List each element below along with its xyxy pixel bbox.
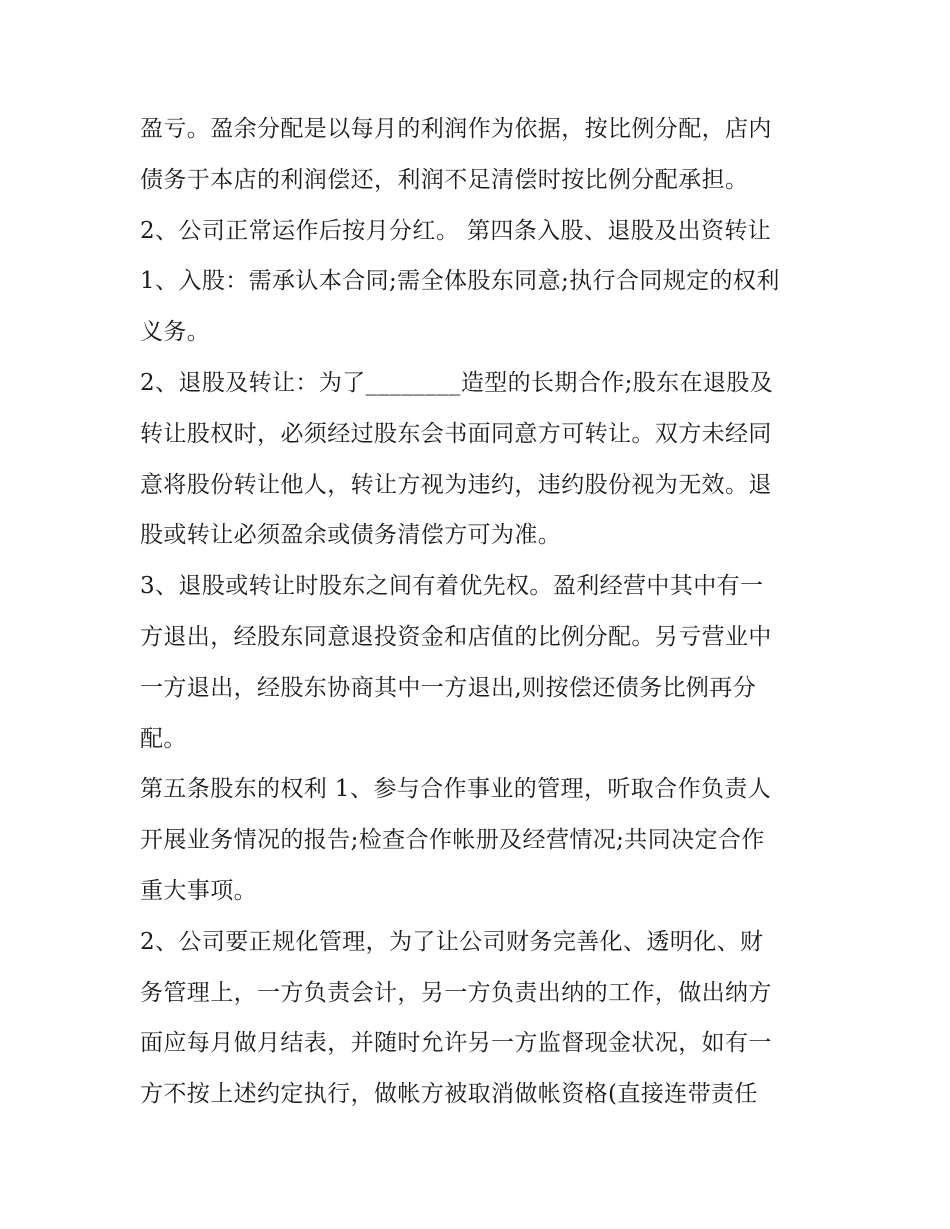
text-line-8: 意将股份转让他人，转让方视为违约，违约股份视为无效。退 [140, 471, 772, 498]
text-line-7: 转让股权时，必须经过股东会书面同意方可转让。双方未经同 [140, 420, 772, 447]
document-body [140, 104, 812, 1120]
text-line-14: 第五条股东的权利 1、参与合作事业的管理，听取合作负责人 [140, 776, 772, 803]
text-line-2: 债务于本店的利润偿还，利润不足清偿时按比例分配承担。 [140, 166, 749, 193]
text-line-16: 重大事项。 [140, 877, 257, 904]
text-line-4: 1、入股：需承认本合同;需全体股东同意;执行合同规定的权利 [140, 268, 780, 295]
text-line-20: 方不按上述约定执行，做帐方被取消做帐资格(直接连带责任 [140, 1081, 758, 1108]
text-line-11: 方退出，经股东同意退投资金和店值的比例分配。另亏营业中 [140, 623, 772, 650]
text-line-17: 2、公司要正规化管理，为了让公司财务完善化、透明化、财 [140, 928, 764, 955]
text-line-15: 开展业务情况的报告;检查合作帐册及经营情况;共同决定合作 [140, 827, 765, 854]
text-line-18: 务管理上，一方负责会计，另一方负责出纳的工作，做出纳方 [140, 979, 772, 1006]
text-line-10: 3、退股或转让时股东之间有着优先权。盈利经营中其中有一 [140, 573, 764, 600]
text-line-3: 2、公司正常运作后按月分红。 第四条入股、退股及出资转让 [140, 217, 772, 244]
text-line-5: 义务。 [140, 319, 211, 346]
text-line-1: 盈亏。盈余分配是以每月的利润作为依据，按比例分配，店内 [140, 116, 772, 142]
text-line-19: 面应每月做月结表，并随时允许另一方监督现金状况，如有一 [140, 1030, 772, 1057]
text-line-12: 一方退出，经股东协商其中一方退出,则按偿还债务比例再分 [140, 674, 757, 701]
text-line-13: 配。 [140, 725, 187, 752]
text-line-6: 2、退股及转让：为了________造型的长期合作;股东在退股及 [140, 369, 774, 396]
text-line-9: 股或转让必须盈余或债务清偿方可为准。 [140, 522, 562, 549]
